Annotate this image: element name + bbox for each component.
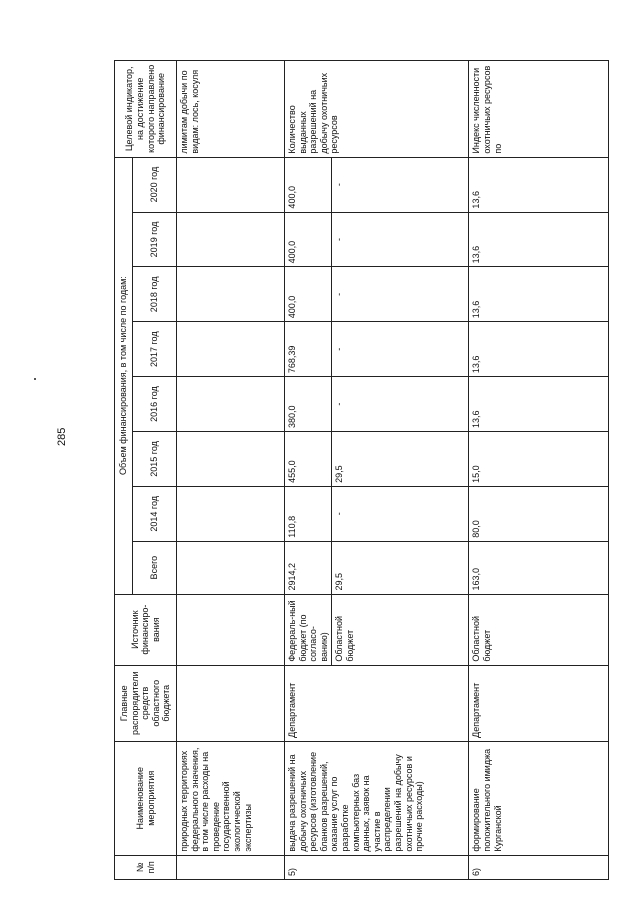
header-volume: Объем финансирования, в том числе по годам: [115, 157, 133, 594]
header-indicator: Целевой индикатор, на достижение которого направлено финансирование [115, 61, 177, 158]
cell-year: 455,0 [285, 432, 332, 487]
cell-manager: Департамент [285, 665, 469, 741]
cell-year: - [332, 212, 469, 267]
cell-indicator: лимитам добычи по видам: лось, косуля [177, 61, 285, 158]
table-row [177, 61, 285, 880]
cell-manager [177, 665, 285, 741]
table-row [285, 61, 332, 880]
cell-year: 110,8 [285, 486, 332, 541]
header-year: 2015 год [133, 432, 177, 487]
cell-total: 2914,2 [285, 541, 332, 594]
cell-total [177, 541, 285, 594]
cell-year: 768,39 [285, 322, 332, 377]
cell-year: 13,6 [469, 322, 609, 377]
cell-year: 400,0 [285, 157, 332, 212]
cell-source [177, 594, 285, 665]
page-number: 285 [56, 427, 68, 446]
cell-year: 400,0 [285, 212, 332, 267]
cell-total: 29,5 [332, 541, 469, 594]
cell-indicator: Индекс численности охотничьих ресурсов по [469, 61, 609, 158]
header-year: 2020 год [133, 157, 177, 212]
cell-source: Федераль-ный бюджет (по согласо-ванию) [285, 594, 332, 665]
cell-year: 400,0 [285, 267, 332, 322]
cell-year: 380,0 [285, 377, 332, 432]
cell-year: - [332, 157, 469, 212]
cell-year: - [332, 486, 469, 541]
cell-year: 13,6 [469, 377, 609, 432]
cell-year: - [332, 267, 469, 322]
cell-year: 80,0 [469, 486, 609, 541]
cell-year [177, 212, 285, 267]
cell-year [177, 486, 285, 541]
header-name: Наименование мероприятия [115, 741, 177, 855]
header-year: 2019 год [133, 212, 177, 267]
cell-year [177, 322, 285, 377]
cell-year [177, 377, 285, 432]
cell-source: Областной бюджет [332, 594, 469, 665]
cell-name: формирование положительного имиджа Курганской [469, 741, 609, 855]
cell-year: - [332, 377, 469, 432]
cell-name: природных территориях федерального значения, в том числе расходы на проведение государственной экологической экспертизы [177, 741, 285, 855]
header-manager: Главные распорядители средств областного бюджета [115, 665, 177, 741]
cell-source: Областной бюджет [469, 594, 609, 665]
header-year: 2017 год [133, 322, 177, 377]
cell-year [177, 267, 285, 322]
header-year: 2018 год [133, 267, 177, 322]
cell-year: 13,6 [469, 267, 609, 322]
cell-num: 5) [285, 855, 469, 879]
cell-manager: Департамент [469, 665, 609, 741]
rotated-table-container [114, 60, 607, 880]
table-row [469, 61, 609, 880]
cell-year [177, 157, 285, 212]
header-year: 2016 год [133, 377, 177, 432]
header-year: 2014 год [133, 486, 177, 541]
scan-speck [34, 378, 36, 380]
header-total: Всего [133, 541, 177, 594]
financing-table [114, 60, 609, 880]
cell-name: выдача разрешений на добычу охотничьих ресурсов (изготовление бланков разрешений, оказание услуг по разработке компьютерных баз данных, заявок на участие в распределении разрешений на добычу охотничьих ресурсов и прочие расходы) [285, 741, 469, 855]
cell-total: 163,0 [469, 541, 609, 594]
cell-num [177, 855, 285, 879]
cell-year: 15,0 [469, 432, 609, 487]
header-num: № п/п [115, 855, 177, 879]
cell-year: - [332, 322, 469, 377]
cell-year: 13,6 [469, 212, 609, 267]
cell-year: 29,5 [332, 432, 469, 487]
cell-year: 13,6 [469, 157, 609, 212]
cell-num: 6) [469, 855, 609, 879]
cell-indicator: Количество выданных разрешений на добычу охотничьих ресурсов [285, 61, 469, 158]
header-source: Источник финансиро-вания [115, 594, 177, 665]
header-row [115, 61, 133, 880]
cell-year [177, 432, 285, 487]
